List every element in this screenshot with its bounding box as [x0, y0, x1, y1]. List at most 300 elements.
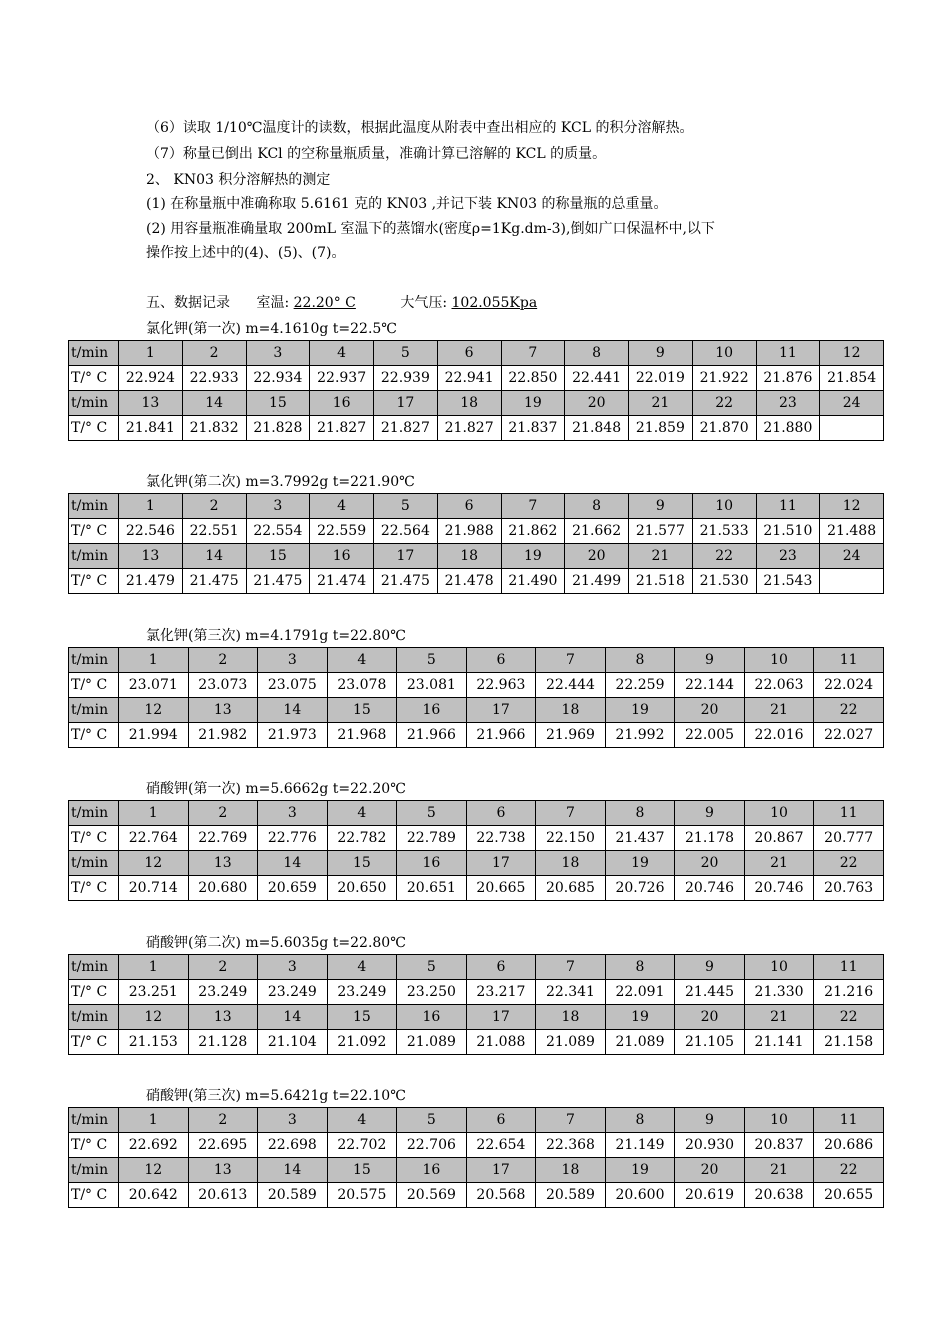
temperature-cell: 21.089 — [397, 1030, 467, 1055]
temperature-cell: 23.073 — [188, 673, 258, 698]
temperature-cell — [820, 569, 884, 594]
time-cell: 8 — [565, 494, 629, 519]
temperature-cell: 22.692 — [119, 1133, 189, 1158]
temperature-cell: 21.216 — [814, 980, 884, 1005]
time-cell: 6 — [466, 648, 536, 673]
temperature-cell: 20.659 — [258, 876, 328, 901]
time-cell: 12 — [119, 851, 189, 876]
table-caption: 氯化钾(第一次) m=4.1610g t=22.5℃ — [146, 321, 397, 337]
pressure-label: 大气压: — [400, 295, 448, 311]
temperature-cell: 20.651 — [397, 876, 467, 901]
temp-row-label: T/° C — [69, 980, 119, 1005]
temperature-cell: 21.827 — [437, 416, 501, 441]
temp-row-label: T/° C — [69, 1183, 119, 1208]
temperature-cell: 21.543 — [756, 569, 820, 594]
section-heading: 2、 KN03 积分溶解热的测定 — [146, 172, 331, 188]
temperature-cell: 22.654 — [466, 1133, 536, 1158]
time-cell: 17 — [466, 851, 536, 876]
temperature-cell: 21.149 — [605, 1133, 675, 1158]
temperature-cell: 22.551 — [182, 519, 246, 544]
temperature-cell: 21.437 — [605, 826, 675, 851]
temperature-cell: 20.569 — [397, 1183, 467, 1208]
time-cell: 4 — [327, 801, 397, 826]
temperature-cell: 23.249 — [188, 980, 258, 1005]
time-cell: 7 — [501, 494, 565, 519]
time-cell: 12 — [119, 1005, 189, 1030]
temperature-cell: 20.613 — [188, 1183, 258, 1208]
temperature-cell: 23.078 — [327, 673, 397, 698]
temperature-cell: 22.144 — [675, 673, 745, 698]
temperature-cell: 21.982 — [188, 723, 258, 748]
temperature-cell: 22.016 — [744, 723, 814, 748]
temperature-cell: 21.499 — [565, 569, 629, 594]
temperature-cell: 21.880 — [756, 416, 820, 441]
temperature-table — [68, 647, 884, 748]
temperature-table — [68, 493, 884, 594]
time-cell: 14 — [258, 1158, 328, 1183]
temp-row-label: T/° C — [69, 1133, 119, 1158]
time-cell: 2 — [188, 1108, 258, 1133]
instruction-line: (1) 在称量瓶中准确称取 5.6161 克的 KN03 ,并记下装 KN03 的称量瓶的总重量。 — [146, 196, 668, 212]
time-row — [69, 341, 884, 366]
time-cell: 11 — [814, 1108, 884, 1133]
temperature-cell: 22.441 — [565, 366, 629, 391]
temperature-cell: 21.178 — [675, 826, 745, 851]
time-cell: 3 — [258, 955, 328, 980]
time-cell: 5 — [397, 955, 467, 980]
time-cell: 2 — [188, 648, 258, 673]
time-cell: 20 — [675, 1005, 745, 1030]
time-row — [69, 1005, 884, 1030]
time-cell: 19 — [501, 544, 565, 569]
temp-row-label: T/° C — [69, 876, 119, 901]
time-cell: 17 — [374, 391, 438, 416]
time-cell: 20 — [675, 698, 745, 723]
temperature-cell: 21.870 — [692, 416, 756, 441]
time-cell: 15 — [327, 1158, 397, 1183]
temperature-cell: 22.941 — [437, 366, 501, 391]
time-cell: 24 — [820, 544, 884, 569]
temperature-cell: 23.217 — [466, 980, 536, 1005]
time-cell: 10 — [744, 801, 814, 826]
time-cell: 6 — [466, 955, 536, 980]
time-cell: 8 — [605, 1108, 675, 1133]
time-cell: 21 — [744, 1005, 814, 1030]
temperature-cell: 20.638 — [744, 1183, 814, 1208]
temperature-cell: 22.702 — [327, 1133, 397, 1158]
time-cell: 10 — [744, 1108, 814, 1133]
temperature-cell: 21.330 — [744, 980, 814, 1005]
instruction-line: （7）称量已倒出 KCl 的空称量瓶质量，准确计算已溶解的 KCL 的质量。 — [146, 146, 607, 162]
time-cell: 18 — [536, 1158, 606, 1183]
temperature-cell: 21.128 — [188, 1030, 258, 1055]
instruction-line: （6）读取 1/10℃温度计的读数，根据此温度从附表中查出相应的 KCL 的积分溶解热。 — [146, 120, 694, 136]
temperature-cell: 20.746 — [675, 876, 745, 901]
temperature-cell: 21.969 — [536, 723, 606, 748]
temperature-cell: 21.832 — [182, 416, 246, 441]
time-cell: 4 — [327, 648, 397, 673]
temperature-cell: 21.827 — [374, 416, 438, 441]
time-cell: 12 — [820, 494, 884, 519]
temperature-cell: 20.714 — [119, 876, 189, 901]
table-caption: 硝酸钾(第二次) m=5.6035g t=22.80℃ — [146, 935, 406, 951]
temperature-table — [68, 1107, 884, 1208]
time-cell: 10 — [692, 341, 756, 366]
time-cell: 7 — [536, 801, 606, 826]
temperature-cell: 20.589 — [258, 1183, 328, 1208]
temperature-row — [69, 826, 884, 851]
temperature-cell: 20.685 — [536, 876, 606, 901]
table-caption: 氯化钾(第二次) m=3.7992g t=221.90℃ — [146, 474, 415, 490]
temperature-cell: 21.141 — [744, 1030, 814, 1055]
temperature-cell: 21.859 — [629, 416, 693, 441]
temperature-cell: 21.510 — [756, 519, 820, 544]
temperature-cell: 22.019 — [629, 366, 693, 391]
temperature-cell: 22.554 — [246, 519, 310, 544]
time-row — [69, 851, 884, 876]
time-cell: 24 — [820, 391, 884, 416]
temperature-cell: 20.726 — [605, 876, 675, 901]
temperature-cell: 22.546 — [119, 519, 183, 544]
time-cell: 22 — [692, 391, 756, 416]
time-cell: 12 — [820, 341, 884, 366]
time-cell: 8 — [605, 801, 675, 826]
temperature-cell: 20.575 — [327, 1183, 397, 1208]
time-cell: 22 — [692, 544, 756, 569]
time-cell: 3 — [246, 341, 310, 366]
temperature-cell: 20.642 — [119, 1183, 189, 1208]
temperature-cell: 21.992 — [605, 723, 675, 748]
temperature-cell: 21.518 — [629, 569, 693, 594]
temperature-cell: 22.150 — [536, 826, 606, 851]
time-row — [69, 955, 884, 980]
temperature-cell: 20.777 — [814, 826, 884, 851]
temperature-row — [69, 416, 884, 441]
temp-row-label: T/° C — [69, 416, 119, 441]
time-cell: 8 — [605, 955, 675, 980]
time-cell: 3 — [258, 801, 328, 826]
temperature-cell: 21.973 — [258, 723, 328, 748]
temperature-cell: 21.577 — [629, 519, 693, 544]
temperature-cell: 21.837 — [501, 416, 565, 441]
time-cell: 21 — [629, 544, 693, 569]
temperature-cell: 22.559 — [310, 519, 374, 544]
time-cell: 1 — [119, 341, 183, 366]
temperature-row — [69, 366, 884, 391]
time-cell: 12 — [119, 698, 189, 723]
temperature-cell: 22.259 — [605, 673, 675, 698]
time-cell: 10 — [744, 955, 814, 980]
time-cell: 17 — [466, 698, 536, 723]
time-cell: 17 — [466, 1005, 536, 1030]
time-cell: 6 — [437, 341, 501, 366]
time-cell: 8 — [565, 341, 629, 366]
time-cell: 19 — [605, 1005, 675, 1030]
temperature-cell: 20.746 — [744, 876, 814, 901]
table-caption: 硝酸钾(第三次) m=5.6421g t=22.10℃ — [146, 1088, 406, 1104]
time-row — [69, 698, 884, 723]
time-cell: 18 — [437, 544, 501, 569]
temperature-cell: 20.655 — [814, 1183, 884, 1208]
time-cell: 2 — [182, 341, 246, 366]
time-cell: 22 — [814, 851, 884, 876]
temperature-cell: 23.075 — [258, 673, 328, 698]
temperature-cell: 20.680 — [188, 876, 258, 901]
temperature-cell: 20.867 — [744, 826, 814, 851]
time-cell: 19 — [605, 851, 675, 876]
temperature-cell: 22.706 — [397, 1133, 467, 1158]
time-cell: 21 — [629, 391, 693, 416]
temperature-row — [69, 569, 884, 594]
temperature-cell: 21.158 — [814, 1030, 884, 1055]
time-cell: 9 — [629, 494, 693, 519]
time-cell: 11 — [814, 648, 884, 673]
temperature-cell: 21.475 — [182, 569, 246, 594]
time-cell: 14 — [258, 851, 328, 876]
time-row-label: t/min — [69, 698, 119, 723]
time-cell: 15 — [246, 544, 310, 569]
temperature-table — [68, 800, 884, 901]
table-caption: 氯化钾(第三次) m=4.1791g t=22.80℃ — [146, 628, 406, 644]
temperature-cell: 22.924 — [119, 366, 183, 391]
time-row-label: t/min — [69, 494, 119, 519]
temperature-cell: 21.089 — [536, 1030, 606, 1055]
temperature-cell: 21.966 — [397, 723, 467, 748]
temperature-row — [69, 876, 884, 901]
time-cell: 14 — [182, 544, 246, 569]
time-cell: 5 — [374, 341, 438, 366]
temperature-cell: 21.488 — [820, 519, 884, 544]
time-row-label: t/min — [69, 1158, 119, 1183]
temperature-cell: 22.850 — [501, 366, 565, 391]
time-cell: 17 — [466, 1158, 536, 1183]
time-cell: 16 — [397, 698, 467, 723]
temp-row-label: T/° C — [69, 1030, 119, 1055]
time-cell: 7 — [536, 1108, 606, 1133]
temperature-cell: 21.922 — [692, 366, 756, 391]
time-cell: 14 — [182, 391, 246, 416]
temperature-cell: 20.930 — [675, 1133, 745, 1158]
time-cell: 15 — [327, 1005, 397, 1030]
temperature-cell: 22.939 — [374, 366, 438, 391]
time-cell: 20 — [565, 544, 629, 569]
time-cell: 11 — [814, 955, 884, 980]
time-cell: 3 — [258, 1108, 328, 1133]
temperature-cell: 20.650 — [327, 876, 397, 901]
time-row-label: t/min — [69, 648, 119, 673]
temperature-cell: 21.988 — [437, 519, 501, 544]
time-cell: 3 — [258, 648, 328, 673]
time-row-label: t/min — [69, 544, 119, 569]
time-cell: 23 — [756, 391, 820, 416]
time-cell: 6 — [466, 801, 536, 826]
time-cell: 9 — [675, 801, 745, 826]
temperature-cell: 21.994 — [119, 723, 189, 748]
temperature-cell: 21.092 — [327, 1030, 397, 1055]
time-row — [69, 801, 884, 826]
time-cell: 15 — [327, 698, 397, 723]
time-cell: 20 — [675, 1158, 745, 1183]
time-cell: 5 — [374, 494, 438, 519]
temp-row-label: T/° C — [69, 519, 119, 544]
time-cell: 22 — [814, 698, 884, 723]
time-cell: 21 — [744, 1158, 814, 1183]
time-row-label: t/min — [69, 341, 119, 366]
temperature-cell: 21.490 — [501, 569, 565, 594]
time-cell: 20 — [675, 851, 745, 876]
time-row — [69, 391, 884, 416]
instruction-line: (2) 用容量瓶准确量取 200mL 室温下的蒸馏水(密度ρ=1Kg.dm-3),倒如广口保温杯中,以下 — [146, 221, 715, 237]
time-cell: 18 — [536, 698, 606, 723]
temperature-cell: 21.475 — [374, 569, 438, 594]
time-row — [69, 1158, 884, 1183]
time-cell: 18 — [536, 1005, 606, 1030]
time-cell: 13 — [188, 1005, 258, 1030]
temperature-cell: 21.088 — [466, 1030, 536, 1055]
time-row-label: t/min — [69, 801, 119, 826]
temperature-cell: 22.063 — [744, 673, 814, 698]
temperature-cell: 22.564 — [374, 519, 438, 544]
time-cell: 1 — [119, 648, 189, 673]
time-row-label: t/min — [69, 1108, 119, 1133]
time-cell: 1 — [119, 801, 189, 826]
temperature-row — [69, 519, 884, 544]
temperature-cell: 20.619 — [675, 1183, 745, 1208]
time-cell: 9 — [675, 955, 745, 980]
time-cell: 21 — [744, 851, 814, 876]
time-cell: 12 — [119, 1158, 189, 1183]
time-cell: 7 — [501, 341, 565, 366]
time-cell: 23 — [756, 544, 820, 569]
time-cell: 16 — [397, 1158, 467, 1183]
temperature-cell: 21.827 — [310, 416, 374, 441]
temperature-row — [69, 1030, 884, 1055]
time-cell: 14 — [258, 698, 328, 723]
temperature-cell: 21.479 — [119, 569, 183, 594]
time-cell: 9 — [675, 648, 745, 673]
temperature-cell: 22.933 — [182, 366, 246, 391]
temperature-cell: 21.862 — [501, 519, 565, 544]
temperature-cell: 21.841 — [119, 416, 183, 441]
instruction-line: 操作按上述中的(4)、(5)、(7)。 — [146, 245, 346, 261]
time-cell: 14 — [258, 1005, 328, 1030]
time-cell: 4 — [327, 1108, 397, 1133]
time-cell: 11 — [756, 494, 820, 519]
temperature-cell: 22.341 — [536, 980, 606, 1005]
time-cell: 17 — [374, 544, 438, 569]
temperature-cell: 22.934 — [246, 366, 310, 391]
time-cell: 20 — [565, 391, 629, 416]
temperature-cell: 21.533 — [692, 519, 756, 544]
time-cell: 16 — [310, 391, 374, 416]
time-cell: 2 — [182, 494, 246, 519]
temperature-cell: 22.937 — [310, 366, 374, 391]
temperature-cell: 22.769 — [188, 826, 258, 851]
temperature-cell: 22.776 — [258, 826, 328, 851]
time-cell: 16 — [397, 851, 467, 876]
temperature-cell: 20.665 — [466, 876, 536, 901]
time-cell: 9 — [629, 341, 693, 366]
temperature-cell: 22.695 — [188, 1133, 258, 1158]
temperature-cell: 21.089 — [605, 1030, 675, 1055]
time-row-label: t/min — [69, 955, 119, 980]
time-cell: 15 — [327, 851, 397, 876]
temp-row-label: T/° C — [69, 673, 119, 698]
temperature-cell: 21.828 — [246, 416, 310, 441]
temperature-cell: 21.475 — [246, 569, 310, 594]
time-cell: 19 — [605, 698, 675, 723]
time-cell: 6 — [466, 1108, 536, 1133]
temperature-cell: 22.698 — [258, 1133, 328, 1158]
time-cell: 16 — [310, 544, 374, 569]
time-row-label: t/min — [69, 1005, 119, 1030]
time-cell: 7 — [536, 955, 606, 980]
temperature-cell: 21.478 — [437, 569, 501, 594]
temperature-cell: 21.445 — [675, 980, 745, 1005]
temperature-cell: 22.027 — [814, 723, 884, 748]
time-row — [69, 648, 884, 673]
temperature-cell: 22.789 — [397, 826, 467, 851]
temperature-cell: 20.837 — [744, 1133, 814, 1158]
temperature-cell: 23.081 — [397, 673, 467, 698]
temperature-cell: 22.005 — [675, 723, 745, 748]
temperature-table — [68, 954, 884, 1055]
temperature-cell: 21.530 — [692, 569, 756, 594]
temperature-cell: 20.763 — [814, 876, 884, 901]
time-row-label: t/min — [69, 851, 119, 876]
temperature-row — [69, 723, 884, 748]
temp-row-label: T/° C — [69, 723, 119, 748]
temperature-table — [68, 340, 884, 441]
temperature-row — [69, 673, 884, 698]
room-temp-value: 22.20° C — [293, 295, 356, 311]
time-cell: 2 — [188, 955, 258, 980]
time-row — [69, 1108, 884, 1133]
temperature-cell: 22.368 — [536, 1133, 606, 1158]
temperature-cell: 20.568 — [466, 1183, 536, 1208]
time-cell: 6 — [437, 494, 501, 519]
time-cell: 15 — [246, 391, 310, 416]
temperature-cell: 21.474 — [310, 569, 374, 594]
time-row-label: t/min — [69, 391, 119, 416]
room-temp-label: 室温: — [256, 295, 290, 311]
temperature-row — [69, 980, 884, 1005]
temperature-cell: 22.782 — [327, 826, 397, 851]
time-cell: 8 — [605, 648, 675, 673]
temperature-cell: 21.662 — [565, 519, 629, 544]
time-cell: 10 — [692, 494, 756, 519]
time-cell: 18 — [536, 851, 606, 876]
temperature-cell: 21.966 — [466, 723, 536, 748]
temperature-cell: 20.600 — [605, 1183, 675, 1208]
temperature-cell — [820, 416, 884, 441]
time-cell: 13 — [119, 391, 183, 416]
temperature-row — [69, 1183, 884, 1208]
temperature-cell: 22.764 — [119, 826, 189, 851]
record-heading: 五、数据记录 — [146, 295, 230, 311]
time-cell: 22 — [814, 1158, 884, 1183]
time-cell: 10 — [744, 648, 814, 673]
time-cell: 3 — [246, 494, 310, 519]
time-cell: 21 — [744, 698, 814, 723]
temperature-cell: 23.251 — [119, 980, 189, 1005]
temp-row-label: T/° C — [69, 826, 119, 851]
temperature-cell: 21.153 — [119, 1030, 189, 1055]
temperature-row — [69, 1133, 884, 1158]
temperature-cell: 22.024 — [814, 673, 884, 698]
time-cell: 2 — [188, 801, 258, 826]
temperature-cell: 22.963 — [466, 673, 536, 698]
